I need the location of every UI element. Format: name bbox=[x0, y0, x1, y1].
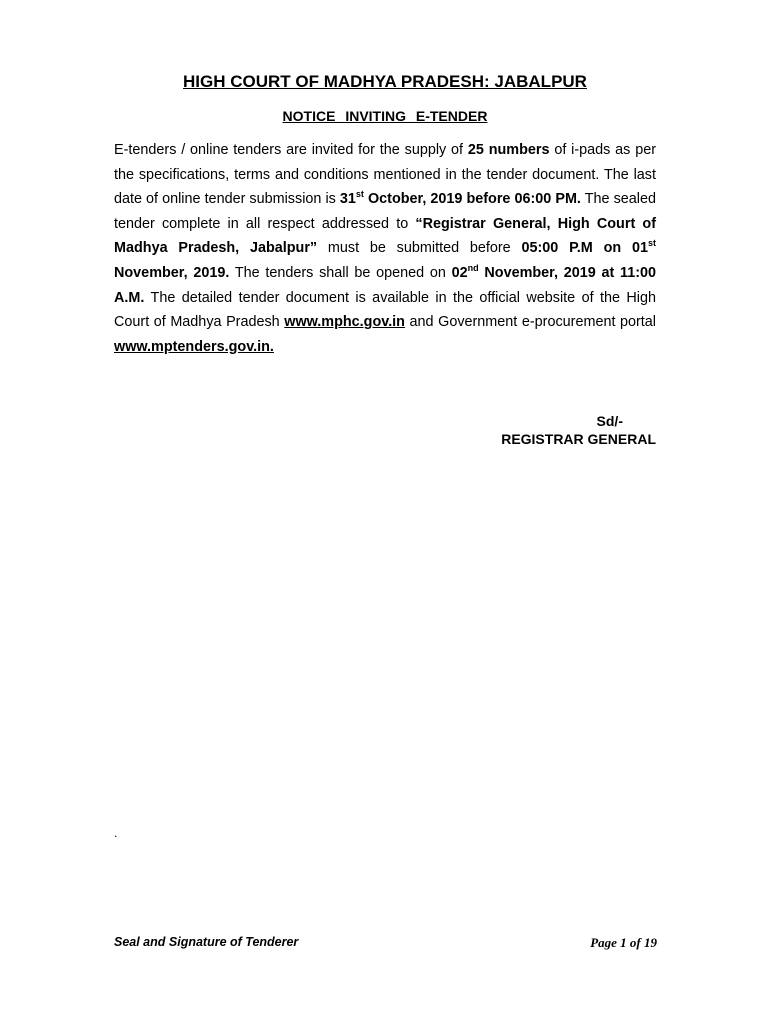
page-title: HIGH COURT OF MADHYA PRADESH: JABALPUR bbox=[183, 72, 587, 91]
notice-text: The tenders shall be opened on bbox=[229, 264, 452, 281]
mphc-website-link[interactable]: www.mphc.gov.in bbox=[284, 314, 405, 331]
ordinal-suffix: st bbox=[355, 189, 364, 200]
signature-block bbox=[501, 412, 656, 448]
notice-body bbox=[114, 138, 656, 359]
quantity-text: 25 numbers bbox=[467, 142, 550, 158]
page-number: Page 1 of 19 bbox=[590, 935, 657, 950]
notice-text: The sealed tender complete in all respect addressed to bbox=[114, 191, 656, 232]
opening-date: November, 2019 at 11:00 A.M. bbox=[114, 264, 657, 306]
footer-seal-label: Seal and Signature of Tenderer bbox=[114, 935, 299, 949]
mptenders-portal-link[interactable]: www.mptenders.gov.in. bbox=[114, 338, 274, 355]
deadline-text: October, 2019 before 06:00 PM. bbox=[363, 191, 581, 208]
signed-mark: Sd/- bbox=[596, 413, 623, 429]
signatory-designation: REGISTRAR GENERAL bbox=[501, 431, 656, 447]
deadline-day: 31 bbox=[339, 191, 356, 208]
notice-text: The detailed tender document is available in the official website of the High Court of Madhya Pradesh bbox=[114, 289, 656, 331]
submission-date: November, 2019. bbox=[114, 264, 230, 281]
notice-text: of i-pads as per the specifications, terms and conditions mentioned in the tender document. The last date of online tender submission is bbox=[114, 142, 656, 208]
notice-text: E-tenders / online tenders are invited for the supply of bbox=[114, 142, 468, 158]
submission-time: 05:00 P.M on 01 bbox=[521, 240, 648, 257]
addressee-text: “Registrar General, High Court of Madhya Pradesh, Jabalpur” bbox=[114, 215, 656, 257]
opening-day: 02 bbox=[451, 264, 468, 281]
ordinal-suffix: st bbox=[647, 238, 656, 249]
stray-mark: . bbox=[114, 826, 118, 840]
notice-text: and Government e-procurement portal bbox=[404, 314, 657, 331]
ordinal-suffix: nd bbox=[467, 262, 479, 273]
notice-text: must be submitted before bbox=[317, 240, 522, 257]
notice-heading: NOTICE INVITING E-TENDER bbox=[282, 108, 488, 124]
